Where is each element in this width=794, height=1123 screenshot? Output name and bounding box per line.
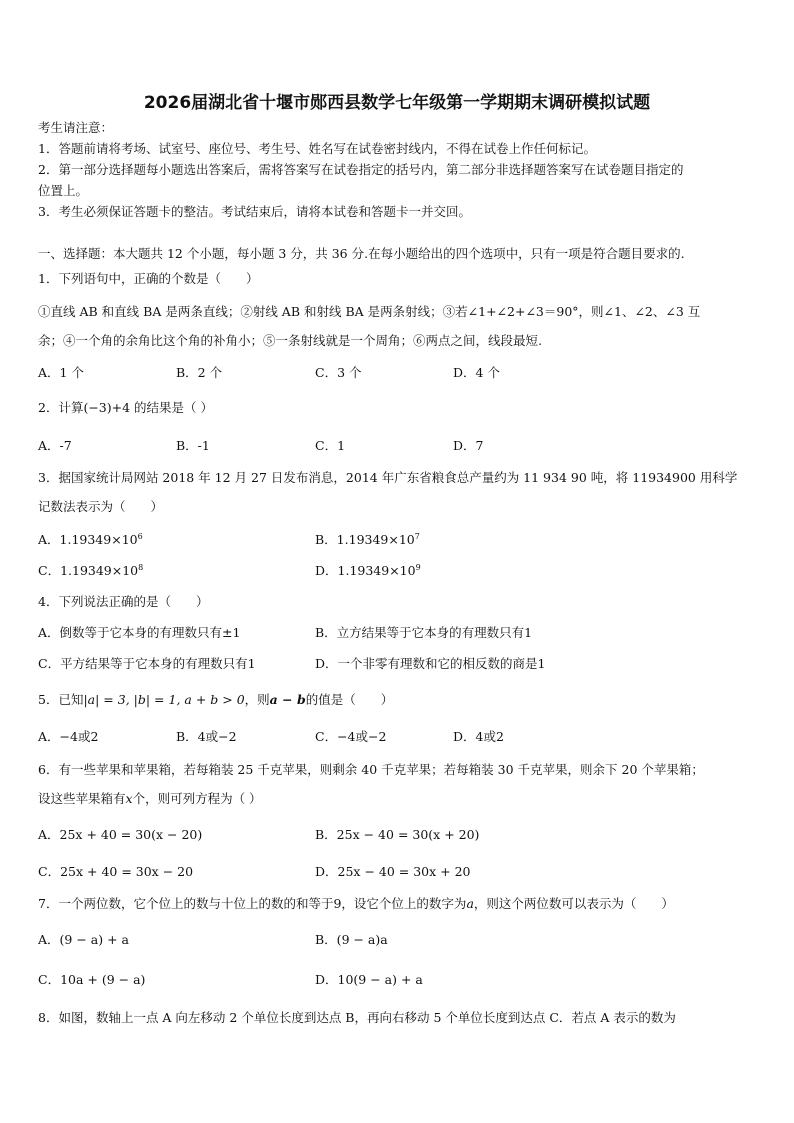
q7-option-d: D．10(9 − a) + a — [315, 972, 423, 987]
q3-option-d-base: D．1.19349×10 — [315, 563, 416, 578]
q4-stem: 4．下列说法正确的是（ ） — [38, 594, 209, 609]
q5-stem-mid: ，则 — [244, 692, 270, 707]
q3-option-b-exponent: 7 — [414, 532, 420, 541]
q5-stem-suffix: 的值是（ ） — [305, 692, 394, 707]
q3-option-c-base: C．1.19349×10 — [38, 563, 139, 578]
q2-stem-suffix: 的结果是（ ） — [130, 400, 214, 415]
q3-stem-line2: 记数法表示为（ ） — [38, 499, 164, 514]
q6-option-d: D．25x − 40 = 30x + 20 — [315, 864, 471, 879]
q7-stem-mid: ，设它个位上的数字为 — [341, 896, 467, 911]
q1-option-a: A．1 个 — [38, 365, 84, 380]
notice-item-2: 2．第一部分选择题每小题选出答案后，需将答案写在试卷指定的括号内，第二部分非选择题答案写在试卷题目指定的 — [38, 162, 684, 177]
q3-stem-line1: 3．据国家统计局网站 2018 年 12 月 27 日发布消息，2014 年广东省粮食总产量约为 11 934 90 吨，将 11934900 用科学 — [38, 470, 738, 485]
q5-stem-prefix: 5．已知 — [38, 692, 84, 707]
notice-item-3: 3．考生必须保证答题卡的整洁。考试结束后，请将本试卷和答题卡一并交回。 — [38, 204, 471, 219]
q3-option-c-exponent: 8 — [138, 563, 144, 572]
q3-option-a-exponent: 6 — [137, 532, 143, 541]
q4-option-d: D．一个非零有理数和它的相反数的商是1 — [315, 656, 546, 671]
q3-option-d-exponent: 9 — [415, 563, 421, 572]
q4-option-a: A．倒数等于它本身的有理数只有±1 — [38, 625, 241, 640]
q2-expression: (−3)+4 — [83, 400, 131, 415]
q2-stem — [38, 400, 213, 416]
q5-option-d: D．4或2 — [453, 729, 504, 744]
q7-stem — [38, 896, 674, 912]
q5-option-a: A．−4或2 — [38, 729, 99, 744]
q3-option-d — [315, 563, 421, 579]
q1-option-b: B．2 个 — [176, 365, 223, 380]
q3-option-a-base: A．1.19349×10 — [38, 532, 138, 547]
q1-option-d: D．4 个 — [453, 365, 500, 380]
q2-option-b: B．-1 — [176, 438, 210, 453]
q8-stem-line1: 8．如图，数轴上一点 A 向左移动 2 个单位长度到达点 B，再向右移动 5 个单位长度到达点 C．若点 A 表示的数为 — [38, 1010, 676, 1025]
q4-option-b: B．立方结果等于它本身的有理数只有1 — [315, 625, 533, 640]
q1-option-c: C．3 个 — [315, 365, 362, 380]
q7-sum-value: 9 — [333, 896, 342, 911]
q7-option-a: A．(9 − a) + a — [38, 932, 129, 947]
q7-variable: a — [466, 896, 474, 911]
notice-item-1: 1．答题前请将考场、试室号、座位号、考生号、姓名写在试卷密封线内，不得在试卷上作任何标记。 — [38, 141, 596, 156]
q2-option-d: D．7 — [453, 438, 484, 453]
q6-stem-line1: 6．有一些苹果和苹果箱，若每箱装 25 千克苹果，则剩余 40 千克苹果；若每箱装 30 千克苹果，则余下 20 个苹果箱； — [38, 762, 704, 777]
q7-stem-suffix: ，则这个两位数可以表示为（ ） — [473, 896, 674, 911]
q6-stem-prefix: 设这些苹果箱有 — [38, 791, 126, 806]
q4-option-c: C．平方结果等于它本身的有理数只有1 — [38, 656, 256, 671]
q6-variable: x — [125, 791, 133, 806]
page-title: 2026届湖北省十堰市郧西县数学七年级第一学期期末调研模拟试题 — [143, 93, 651, 113]
q3-option-b — [315, 532, 420, 548]
q3-option-c — [38, 563, 143, 579]
q1-body-line1: ①直线 AB 和直线 BA 是两条直线；②射线 AB 和射线 BA 是两条射线；③若∠1+∠2+∠3＝90°，则∠1、∠2、∠3 互 — [38, 304, 701, 319]
q6-stem-line2 — [38, 791, 262, 807]
q6-option-a: A．25x + 40 = 30(x − 20) — [38, 827, 203, 842]
q2-stem-prefix: 2．计算 — [38, 400, 84, 415]
q7-option-b: B．(9 − a)a — [315, 932, 388, 947]
notice-item-2-cont: 位置上。 — [38, 183, 89, 198]
q5-target-expression: a − b — [269, 692, 306, 707]
q1-body-line2: 余；④一个角的余角比这个角的补角小；⑤一条射线就是一个周角；⑥两点之间，线段最短. — [38, 333, 542, 348]
notice-heading: 考生请注意： — [38, 120, 114, 135]
q6-option-b: B．25x − 40 = 30(x + 20) — [315, 827, 480, 842]
q5-option-c: C．−4或−2 — [315, 729, 387, 744]
q6-option-c: C．25x + 40 = 30x − 20 — [38, 864, 194, 879]
q6-stem-suffix: 个，则可列方程为（ ） — [132, 791, 262, 806]
q5-option-b: B．4或−2 — [176, 729, 237, 744]
q5-stem — [38, 692, 393, 708]
q7-stem-prefix: 7．一个两位数，它个位上的数与十位上的数的和等于 — [38, 896, 334, 911]
q2-option-a: A．-7 — [38, 438, 72, 453]
q1-stem: 1．下列语句中，正确的个数是（ ） — [38, 271, 259, 286]
section-heading: 一、选择题：本大题共 12 个小题，每小题 3 分，共 36 分.在每小题给出的四个选项中，只有一项是符合题目要求的. — [38, 246, 685, 261]
q2-option-c: C．1 — [315, 438, 346, 453]
q3-option-a — [38, 532, 143, 548]
q5-condition: |a| = 3, |b| = 1, a + b > 0 — [83, 692, 245, 707]
q3-option-b-base: B．1.19349×10 — [315, 532, 415, 547]
q7-option-c: C．10a + (9 − a) — [38, 972, 146, 987]
